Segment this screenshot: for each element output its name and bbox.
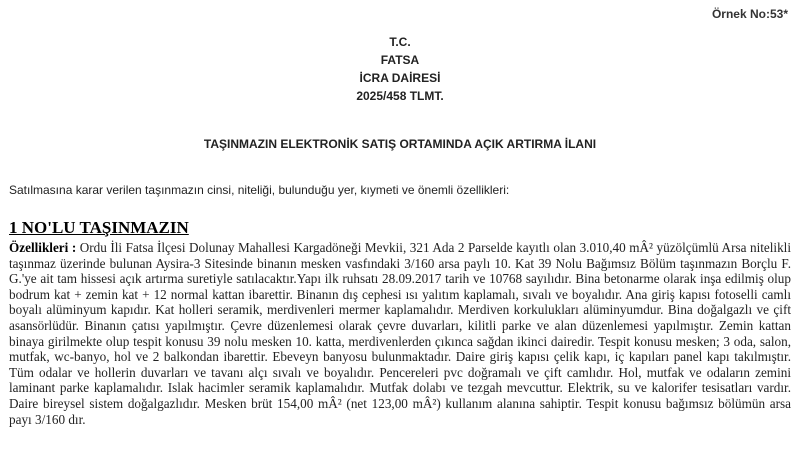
property-heading: 1 NO'LU TAŞINMAZIN bbox=[9, 218, 189, 237]
form-number: Örnek No:53* bbox=[711, 7, 788, 21]
header-line-file-no: 2025/458 TLMT. bbox=[356, 89, 444, 103]
property-description bbox=[9, 240, 791, 427]
header-line-office: İCRA DAİRESİ bbox=[359, 71, 441, 85]
intro-text: Satılmasına karar verilen taşınmazın cinsi, niteliği, bulunduğu yer, kıymeti ve önemli özellikleri: bbox=[9, 183, 510, 197]
header-line-tc: T.C. bbox=[389, 35, 411, 49]
header-line-city: FATSA bbox=[380, 53, 420, 67]
features-label: Özellikleri : bbox=[9, 240, 77, 255]
notice-title: TAŞINMAZIN ELEKTRONİK SATIŞ ORTAMINDA AÇIK ARTIRMA İLANI bbox=[203, 137, 597, 151]
document-header bbox=[0, 33, 800, 105]
features-text: Ordu İli Fatsa İlçesi Dolunay Mahallesi Kargadöneği Mevkii, 321 Ada 2 Parselde kayıtlı olan 3.010,40 mÂ² yüzölçümlü Arsa nitelikli taşınmaz üzerinde bulunan Aysira-3 Sitesinde binanın mesken vasfındaki 3/160 arsa paylı 10. Kat 39 Nolu Bağımsız Bölüm taşınmazın Borçlu F. G.'ye ait tam hissesi açık artırma suretiyle satılacaktır.Yapı ilk ruhsatı 28.09.2017 tarih ve 10768 sayılıdır. Bina betonarme olarak inşa edilmiş olup bodrum kat + zemin kat + 12 normal kattan ibarettir. Binanın dış cephesi ısı yalıtım kaplamalı, sıvalı ve boyalıdır. Ana giriş kapısı fotoselli camlı boyalı alüminyum kapıdır. Kat holleri seramik, merdivenleri mermer kaplamalıdır. Merdiven korkulukları alüminyumdur. Bina doğalgazlı ve çift asansörlüdür. Binanın çatısı yapılmıştır. Çevre düzenlemesi olarak çevre duvarları, kilitli parke ve alan düzenlemesi yapılmıştır. Zemin kattan binaya girilmekte olup tespit konusu 39 nolu mesken 10. katta, merdivenlerden çıkınca sağdan ikinci dairedir. Tespit konusu mesken; 3 oda, salon, mutfak, wc-banyo, hol ve 2 balkondan ibarettir. Ebeveyn banyosu bulunmaktadır. Daire giriş kapısı çelik kapı, iç kapıları panel kapı takılmıştır. Tüm odalar ve hollerin duvarları ve tavanı alçı sıvalı ve boyalıdır. Pencereleri pvc doğramalı ve çift camlıdır. Hol, mutfak ve odaların zemini laminant parke kaplamalıdır. Islak hacimler seramik kaplamalıdır. Mutfak dolabı ve tezgah mevcuttur. Elektrik, su ve kalorifer tesisatları vardır. Daire bireysel sistem doğalgazlıdır. Mesken brüt 154,00 mÂ² (net 123,00 mÂ²) kullanım alanına sahiptir. Tespit konusu bağımsız bölümün arsa payı 3/160 dır. bbox=[9, 240, 791, 427]
